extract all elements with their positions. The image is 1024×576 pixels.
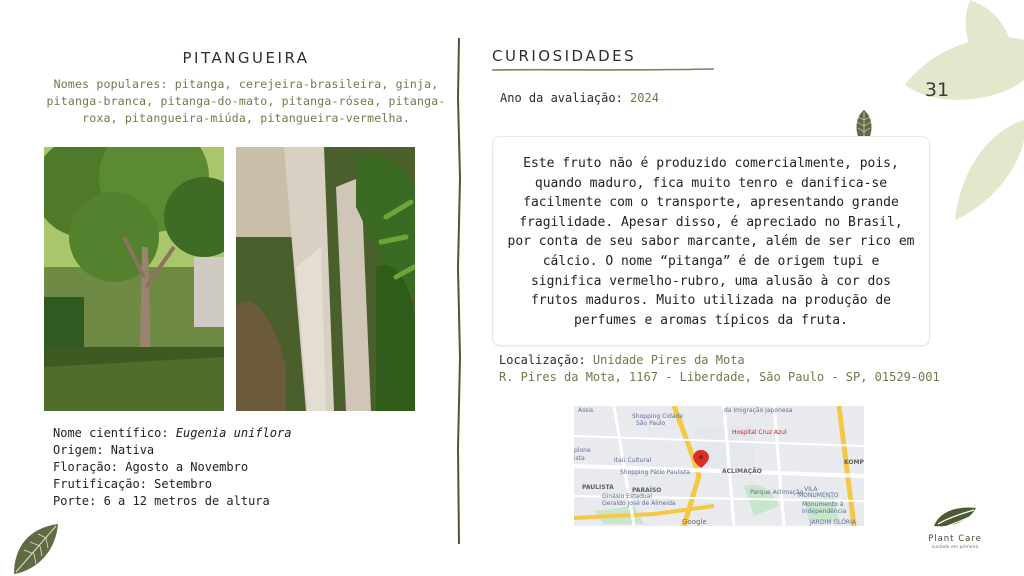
svg-text:Ginásio Estadual: Ginásio Estadual	[602, 493, 653, 500]
location-label: Localização:	[499, 353, 593, 367]
svg-text:Shopping Pátio Paulista: Shopping Pátio Paulista	[620, 469, 691, 476]
svg-text:Hospital Cruz Azul: Hospital Cruz Azul	[732, 429, 787, 436]
page-number: 31	[924, 79, 950, 101]
svg-text:VILA: VILA	[804, 486, 818, 493]
vertical-divider	[455, 38, 463, 544]
popular-names: Nomes populares: pitanga, cerejeira-brasileira, ginja, pitanga-branca, pitanga-do-mato, pitanga-rósea, pitanga-roxa, pitangueira-miúda, pitangueira-vermelha.	[46, 77, 446, 125]
size-row: Porte: 6 a 12 metros de altura	[53, 494, 270, 508]
svg-text:plone: plone	[574, 447, 591, 454]
svg-text:São Paulo: São Paulo	[636, 420, 666, 427]
logo-tagline: cuidado em primeiro	[931, 545, 979, 550]
svg-text:Monumento à: Monumento à	[802, 501, 844, 508]
fruiting-row: Frutificação: Setembro	[53, 477, 212, 491]
svg-text:ista: ista	[574, 455, 585, 462]
svg-text:PAULISTA: PAULISTA	[582, 484, 614, 491]
curiosities-title: CURIOSIDADES	[492, 47, 637, 65]
title-underline	[492, 67, 714, 73]
svg-text:Geraldo José de Almeida: Geraldo José de Almeida	[602, 500, 676, 507]
svg-text:Independência: Independência	[802, 508, 847, 515]
evaluation-year: Ano da avaliação: 2024	[500, 91, 659, 105]
location-map[interactable]	[574, 406, 864, 526]
logo-name: Plant Care	[928, 534, 982, 544]
svg-text:da Imigração Japonesa: da Imigração Japonesa	[724, 407, 793, 414]
tree-photo-canopy	[44, 147, 224, 411]
curiosity-text: Este fruto não é produzido comercialmente, pois, quando maduro, fica muito tenro e danifica-se facilmente com o transporte, apresentando grande fragilidade. Apesar disso, é apreciado no Brasil, por conta de seu sabor marcante, além de ser rico em cálcio. O nome “pitanga” é de origem tupi e significa vermelho-rubro, uma alusão à cor dos frutos maduros. Muito utilizada na produção de perfumes e aromas típicos da fruta.	[507, 156, 915, 328]
leaf-icon-bottom-left	[8, 520, 62, 576]
svg-text:Assis: Assis	[578, 407, 594, 414]
flowering-row: Floração: Agosto a Novembro	[53, 460, 249, 474]
svg-text:PARAÍSO: PARAÍSO	[632, 487, 662, 494]
scientific-name-row: Nome científico: Eugenia uniflora	[53, 426, 292, 440]
year-value: 2024	[630, 91, 659, 105]
plant-title: PITANGUEIRA	[182, 49, 310, 67]
svg-text:Shopping Cidade: Shopping Cidade	[632, 413, 683, 420]
svg-text:Google: Google	[682, 518, 707, 526]
svg-text:Itaú Cultural: Itaú Cultural	[614, 457, 652, 464]
location-name: Unidade Pires da Mota	[592, 353, 745, 367]
svg-text:JARDIM GLÓRIA: JARDIM GLÓRIA	[810, 519, 856, 526]
svg-text:KOMP: KOMP	[844, 459, 864, 466]
tree-photo-trunk	[236, 147, 415, 411]
scientific-name: Eugenia uniflora	[175, 426, 292, 440]
origin-row: Origem: Nativa	[53, 443, 155, 457]
plant-care-logo-icon	[930, 504, 980, 532]
svg-text:ACLIMAÇÃO: ACLIMAÇÃO	[722, 468, 762, 475]
location	[499, 352, 940, 386]
location-address: R. Pires da Mota, 1167 - Liberdade, São Paulo - SP, 01529-001	[499, 370, 940, 384]
svg-text:Parque Aclimação: Parque Aclimação	[750, 489, 804, 496]
plant-facts	[53, 425, 291, 510]
svg-text:MONUMENTO: MONUMENTO	[798, 492, 839, 499]
